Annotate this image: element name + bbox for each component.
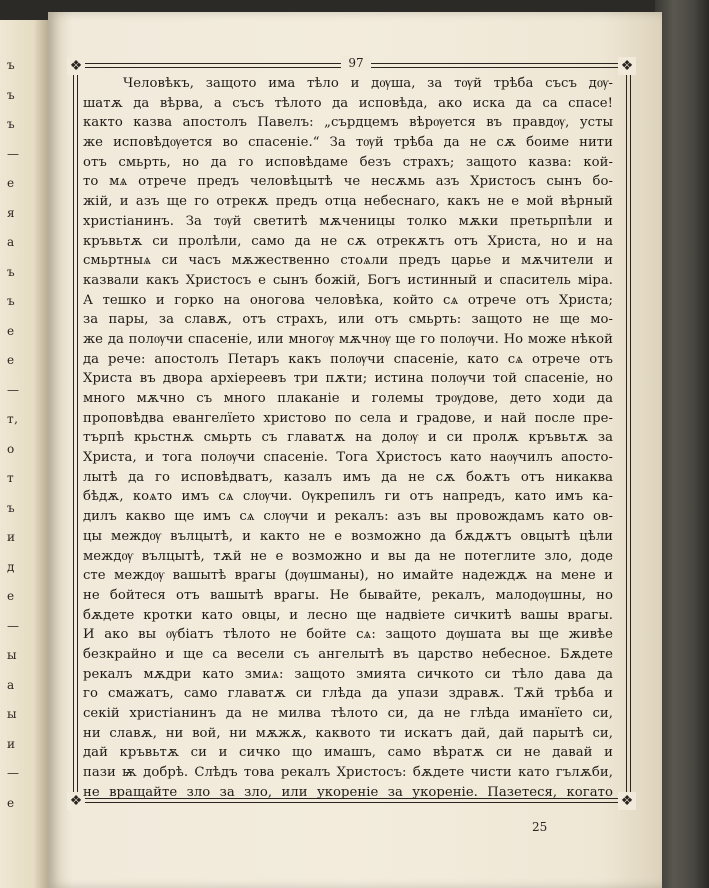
text-line: И ако вы ѹбіатъ тѣлото не бойте сѧ: защото дѹшата вы ще живѣе [83, 627, 613, 643]
text-line: дилъ какво ще имъ сѧ слѹчи и рекалъ: азъ вы провождамъ като ов- [83, 509, 613, 525]
corner-ornament-icon: ❖ [67, 792, 85, 810]
text-line: не вращайте зло за зло, или укореніе за укореніе. Пазетеся, когато [83, 784, 613, 800]
text-line: дай кръвьтѫ си и сичко що имашъ, само вѣратѫ си не давай и [83, 745, 613, 761]
left-page-text-fragment: е [7, 589, 15, 603]
text-line: отъ смьрть, но да го исповѣдаме безъ страхъ; защото казва: кой- [83, 154, 613, 170]
text-line: пази ѭ добрѣ. Слѣдъ това рекалъ Христосъ: бѫдете чисти като гълѫби, [83, 765, 613, 781]
left-page-text-fragment: — [7, 618, 20, 633]
text-line: кръвьтѫ си пролѣли, само да не сѫ отрекѫтъ отъ Христа, но и на [83, 233, 613, 249]
left-page-text-fragment: ъ [7, 117, 16, 131]
left-page-text-fragment: и [7, 530, 16, 544]
left-page-text-fragment: т [7, 471, 15, 485]
text-line: шатѫ да вѣрва, а съсъ тѣлото да исповѣда, ако иска да са спасе! [83, 95, 613, 111]
text-line: както казва апостолъ Павелъ: „сърдцемъ вѣрѹется въ правдѹ, усты [83, 115, 613, 131]
left-page-text-fragment: — [7, 382, 20, 397]
folio-number: 25 [532, 820, 548, 834]
text-line: сте междѹ вашытѣ врагы (дѹшманы), но имайте надеждѫ на мене и [83, 568, 613, 584]
text-line: бѫдете кротки като овцы, и лесно ще надвіете сичкитѣ вашы врагы. [83, 607, 613, 623]
left-page-text-fragment: а [7, 677, 15, 692]
left-page-text-fragment: ъ [7, 58, 16, 72]
left-page-text-fragment: я [7, 205, 16, 220]
text-line: казвали какъ Христосъ е сынъ божій, Богъ истинный и спаситель міра. [83, 272, 613, 288]
left-page-text-fragment: ы [7, 707, 18, 721]
left-page-text-fragment: ы [7, 648, 18, 662]
left-page-text-fragment: ъ [7, 294, 16, 308]
text-line: ни славѫ, ни вой, ни мѫжѫ, каквото ти искатъ дай, дай парытѣ си, [83, 725, 613, 741]
left-page-margin [0, 20, 48, 888]
left-page-text-fragment: е [7, 323, 15, 338]
text-line: бѣдѫ, коѧто имъ сѧ слѹчи. Ѹкрепилъ ги отъ напредъ, като имъ ка- [83, 489, 613, 505]
left-page-text-fragment: ъ [7, 500, 16, 515]
text-line: не бойтеся отъ вашытѣ врагы. Не бывайте, рекалъ, малодѹшны, но [83, 587, 613, 603]
left-page-text-fragment: и [7, 736, 16, 751]
left-page-text-fragment: е [7, 176, 15, 190]
text-line: А тешко и горко на оногова человѣка, който сѧ отрече отъ Христа; [83, 292, 613, 308]
left-page-text-fragment: т, [7, 412, 19, 426]
left-page-text-fragment: о [7, 441, 15, 456]
text-line: търпѣ крьстнѫ смьрть съ главатѫ на долѹ и си пролѫ кръвьтѫ за [83, 430, 613, 446]
book-cover-edge [655, 0, 709, 888]
left-page-text-fragment: ъ [7, 264, 16, 279]
text-line: христіанинъ. За тѹй светитѣ мѫченицы толко мѫки претьрпѣли и [83, 213, 613, 229]
left-page-text-fragment: е [7, 795, 15, 810]
text-line: цы междѹ вълцытѣ, и както не е возможно да бѫдѫтъ овцытѣ цѣли [83, 528, 613, 544]
left-page-text-fragment: е [7, 353, 15, 367]
text-line: за пары, за славѫ, отъ страхъ, или отъ смьрть: защото не ще мо- [83, 312, 613, 328]
corner-ornament-icon: ❖ [618, 792, 636, 810]
text-line: Христа, и тога полѹчи спасеніе. Тога Христосъ като наѹчилъ апосто- [83, 450, 613, 466]
text-line: жій, и азъ ще го отрекѫ предъ отца небеснаго, какъ не е мой вѣрный [83, 194, 613, 210]
text-line: проповѣдва евангелїето христово по села и градове, и най после пре- [83, 410, 613, 426]
corner-ornament-icon: ❖ [618, 57, 636, 75]
text-line: же да полѹчи спасеніе, или многѹ мѫчнѹ ще го полѹчи. Но може нѣкой [83, 331, 613, 347]
text-line: Человѣкъ, защото има тѣло и дѹша, за тѹй трѣба съсъ дѹ- [123, 76, 613, 91]
text-line: то мѧ отрече предъ человѣцытѣ че несѫмь азъ Христосъ сынъ бо- [83, 174, 613, 190]
left-page-text-fragment: — [7, 766, 20, 780]
page-body-text [83, 74, 613, 802]
text-line: же исповѣдѹется во спасеніе.“ За тѹй трѣба да не сѫ боиме нити [83, 135, 613, 151]
text-line: безкрайно и ще са весели съ ангелытѣ въ царство небесное. Бѫдете [83, 646, 613, 662]
page-number: 97 [341, 56, 371, 70]
text-line: Христа въ двора архіереевъ три пѫти; истина полѹчи той спасеніе, но [83, 371, 613, 387]
text-line: междѹ вълцытѣ, тѫй не е возможно и вы да не потеглите зло, доде [83, 548, 613, 564]
text-line: да рече: апостолъ Петаръ какъ полѹчи спасеніе, като сѧ отрече отъ [83, 351, 613, 367]
left-page-text-fragment: ъ [7, 87, 16, 102]
text-line: секій христіанинъ да не милва тѣлото си, да не глѣда иманїето си, [83, 706, 613, 721]
left-page-text-fragment: — [7, 146, 20, 161]
text-line: много мѫчно съ много плаканіе и големы трѹдове, дето ходи да [83, 391, 613, 406]
left-page-text-fragment: д [7, 559, 15, 574]
text-line: смьртныѧ си часъ мѫжественно стоѧли предъ царье и мѫчители и [83, 253, 613, 269]
left-page-text-fragment: а [7, 235, 15, 249]
text-line: лытѣ да го исповѣдватъ, казалъ имъ да не сѫ боѫтъ отъ никаква [83, 469, 613, 485]
text-line: рекалъ мѫдри като змиѧ: защото змията сичкото си тѣло дава да [83, 666, 613, 682]
text-line: го смажатъ, само главатѫ си глѣда да упази здравѫ. Тѫй трѣба и [83, 686, 613, 702]
corner-ornament-icon: ❖ [67, 57, 85, 75]
